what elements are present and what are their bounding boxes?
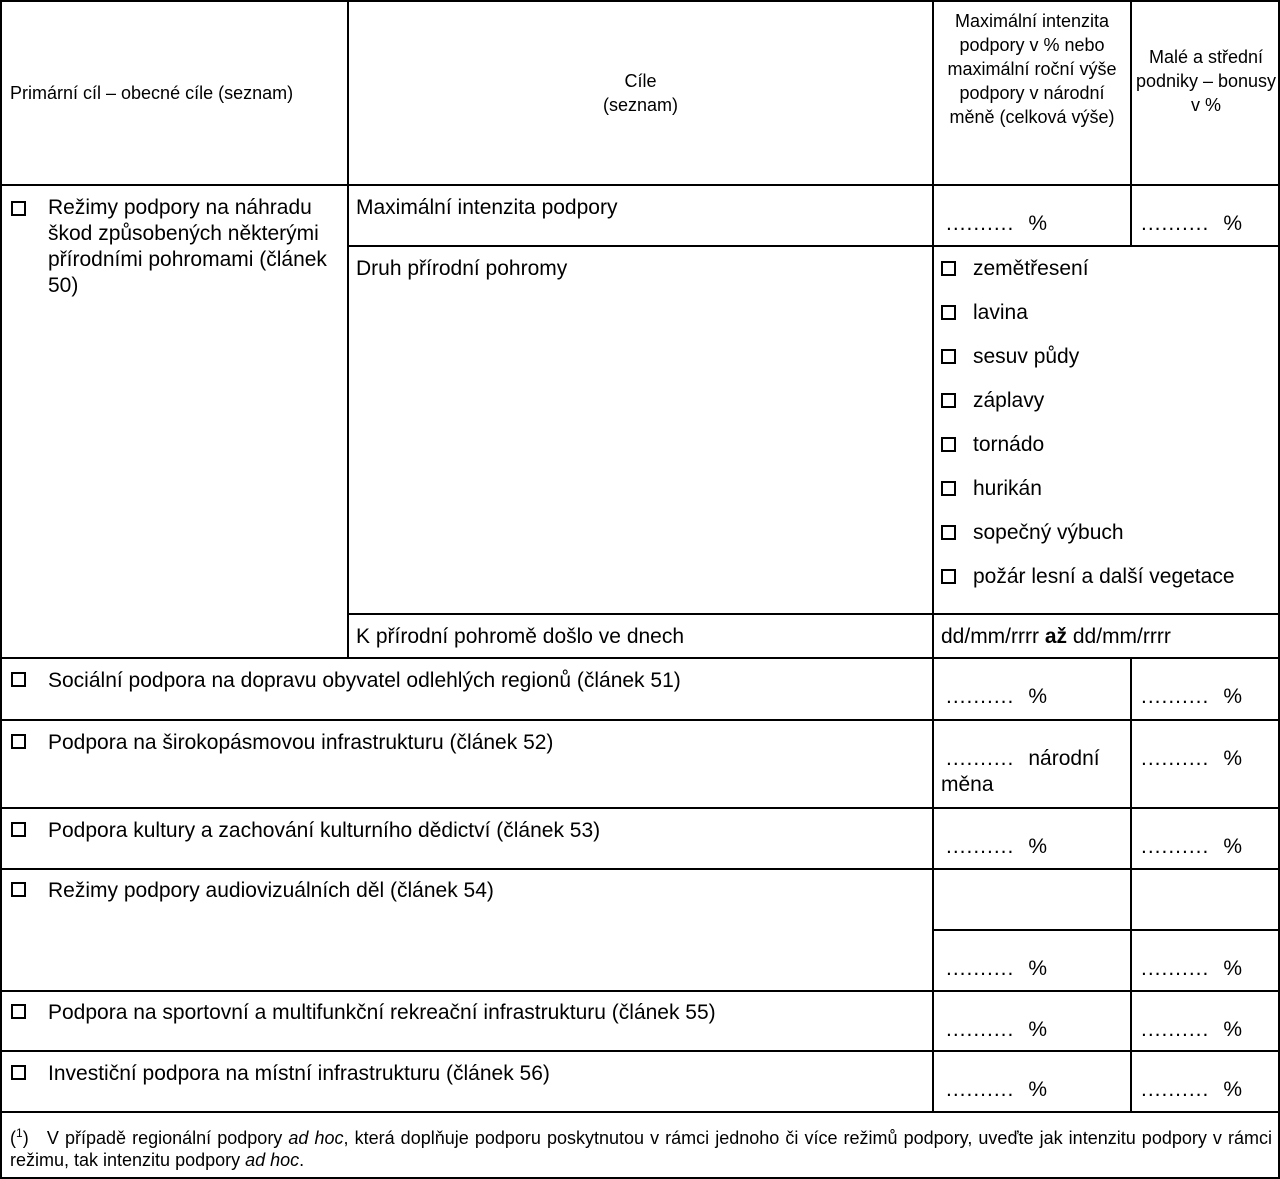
disaster-checkbox-avalanche[interactable] — [941, 305, 956, 320]
art54-checkbox[interactable] — [11, 882, 26, 897]
art53-checkbox[interactable] — [11, 822, 26, 837]
art52-max-amount-field[interactable]: .......... národní — [946, 747, 1100, 770]
disaster-label-tornado: tornádo — [973, 433, 1045, 456]
header-sme-bonus: Malé a střední podniky – bonusy v % — [1135, 47, 1277, 115]
art50-date-range-field[interactable]: dd/mm/rrrr až dd/mm/rrrr — [941, 625, 1171, 648]
rule — [347, 245, 1280, 247]
header-max-intensity: Maximální intenzita podpory v % nebo maximální roční výše podpory v národní měně (celková výše) — [947, 11, 1117, 127]
header-goals-line2: (seznam) — [602, 95, 678, 115]
disaster-label-earthquake: zemětřesení — [973, 257, 1089, 280]
rule — [0, 0, 1280, 2]
disaster-checkbox-hurricane[interactable] — [941, 481, 956, 496]
art52-checkbox[interactable] — [11, 734, 26, 749]
header-goals — [349, 69, 932, 117]
rule — [932, 0, 934, 1113]
rule — [0, 657, 1280, 659]
disaster-label-hurricane: hurikán — [973, 477, 1042, 500]
rule — [0, 990, 1280, 992]
art56-label: Investiční podpora na místní infrastrukturu (článek 56) — [48, 1062, 550, 1085]
art55-max-intensity-field[interactable]: .......... % — [946, 1018, 1048, 1041]
rule — [0, 1111, 1280, 1113]
art50-max-intensity-label: Maximální intenzita podpory — [356, 196, 618, 219]
art50-max-intensity-field[interactable]: .......... % — [946, 212, 1048, 235]
art50-checkbox[interactable] — [11, 201, 26, 216]
art50-date-label: K přírodní pohromě došlo ve dnech — [356, 625, 685, 648]
disaster-label-wildfire: požár lesní a další vegetace — [973, 565, 1235, 588]
art56-checkbox[interactable] — [11, 1065, 26, 1080]
header-primary-goal: Primární cíl – obecné cíle (seznam) — [10, 83, 294, 103]
rule — [0, 184, 1280, 186]
disaster-checkbox-volcano[interactable] — [941, 525, 956, 540]
rule — [0, 719, 1280, 721]
rule — [1130, 657, 1132, 1113]
art54-label: Režimy podpory audiovizuálních děl (článek 54) — [48, 879, 494, 902]
art52-sme-bonus-field[interactable]: .......... % — [1141, 747, 1243, 770]
disaster-label-volcano: sopečný výbuch — [973, 521, 1124, 544]
art55-sme-bonus-field[interactable]: .......... % — [1141, 1018, 1243, 1041]
disaster-checkbox-wildfire[interactable] — [941, 569, 956, 584]
art52-unit-line2: měna — [941, 773, 994, 796]
rule — [0, 807, 1280, 809]
disaster-label-landslide: sesuv půdy — [973, 345, 1080, 368]
disaster-checkbox-flood[interactable] — [941, 393, 956, 408]
art52-label: Podpora na širokopásmovou infrastrukturu (článek 52) — [48, 731, 554, 754]
art51-checkbox[interactable] — [11, 672, 26, 687]
rule — [932, 929, 1280, 931]
disaster-label-flood: záplavy — [973, 389, 1045, 412]
art55-label: Podpora na sportovní a multifunkční rekreační infrastrukturu (článek 55) — [48, 1001, 716, 1024]
art50-label: Režimy podpory na náhradu škod způsobených některými přírodními pohromami (článek 50) — [48, 196, 327, 297]
art53-label: Podpora kultury a zachování kulturního dědictví (článek 53) — [48, 819, 601, 842]
rule — [0, 868, 1280, 870]
art51-label: Sociální podpora na dopravu obyvatel odlehlých regionů (článek 51) — [48, 669, 681, 692]
disaster-checkbox-earthquake[interactable] — [941, 261, 956, 276]
footnote-marker: 1 — [16, 1126, 23, 1140]
header-goals-line1: Cíle — [624, 71, 657, 91]
art53-max-intensity-field[interactable]: .......... % — [946, 835, 1048, 858]
art54-sme-bonus-field[interactable]: .......... % — [1141, 957, 1243, 980]
rule — [1130, 0, 1132, 247]
art50-disaster-type-label: Druh přírodní pohromy — [356, 257, 568, 280]
footnote: ($^1$) V případě regionální podpory ad hoc, která doplňuje podporu poskytnutou v rámci jednoho či více režimů podpory, uveďte jak intenzitu podpory v rámci režimu, tak intenzitu podpory ad hoc. — [10, 1126, 1273, 1170]
art53-sme-bonus-field[interactable]: .......... % — [1141, 835, 1243, 858]
rule — [0, 0, 2, 1179]
art51-max-intensity-field[interactable]: .......... % — [946, 685, 1048, 708]
art51-sme-bonus-field[interactable]: .......... % — [1141, 685, 1243, 708]
rule — [0, 1050, 1280, 1052]
rule — [347, 613, 1280, 615]
art56-max-intensity-field[interactable]: .......... % — [946, 1078, 1048, 1101]
disaster-label-avalanche: lavina — [973, 301, 1028, 324]
disaster-checkbox-landslide[interactable] — [941, 349, 956, 364]
art50-sme-bonus-field[interactable]: .......... % — [1141, 212, 1243, 235]
art55-checkbox[interactable] — [11, 1004, 26, 1019]
art54-max-intensity-field[interactable]: .......... % — [946, 957, 1048, 980]
disaster-checkbox-tornado[interactable] — [941, 437, 956, 452]
art56-sme-bonus-field[interactable]: .......... % — [1141, 1078, 1243, 1101]
